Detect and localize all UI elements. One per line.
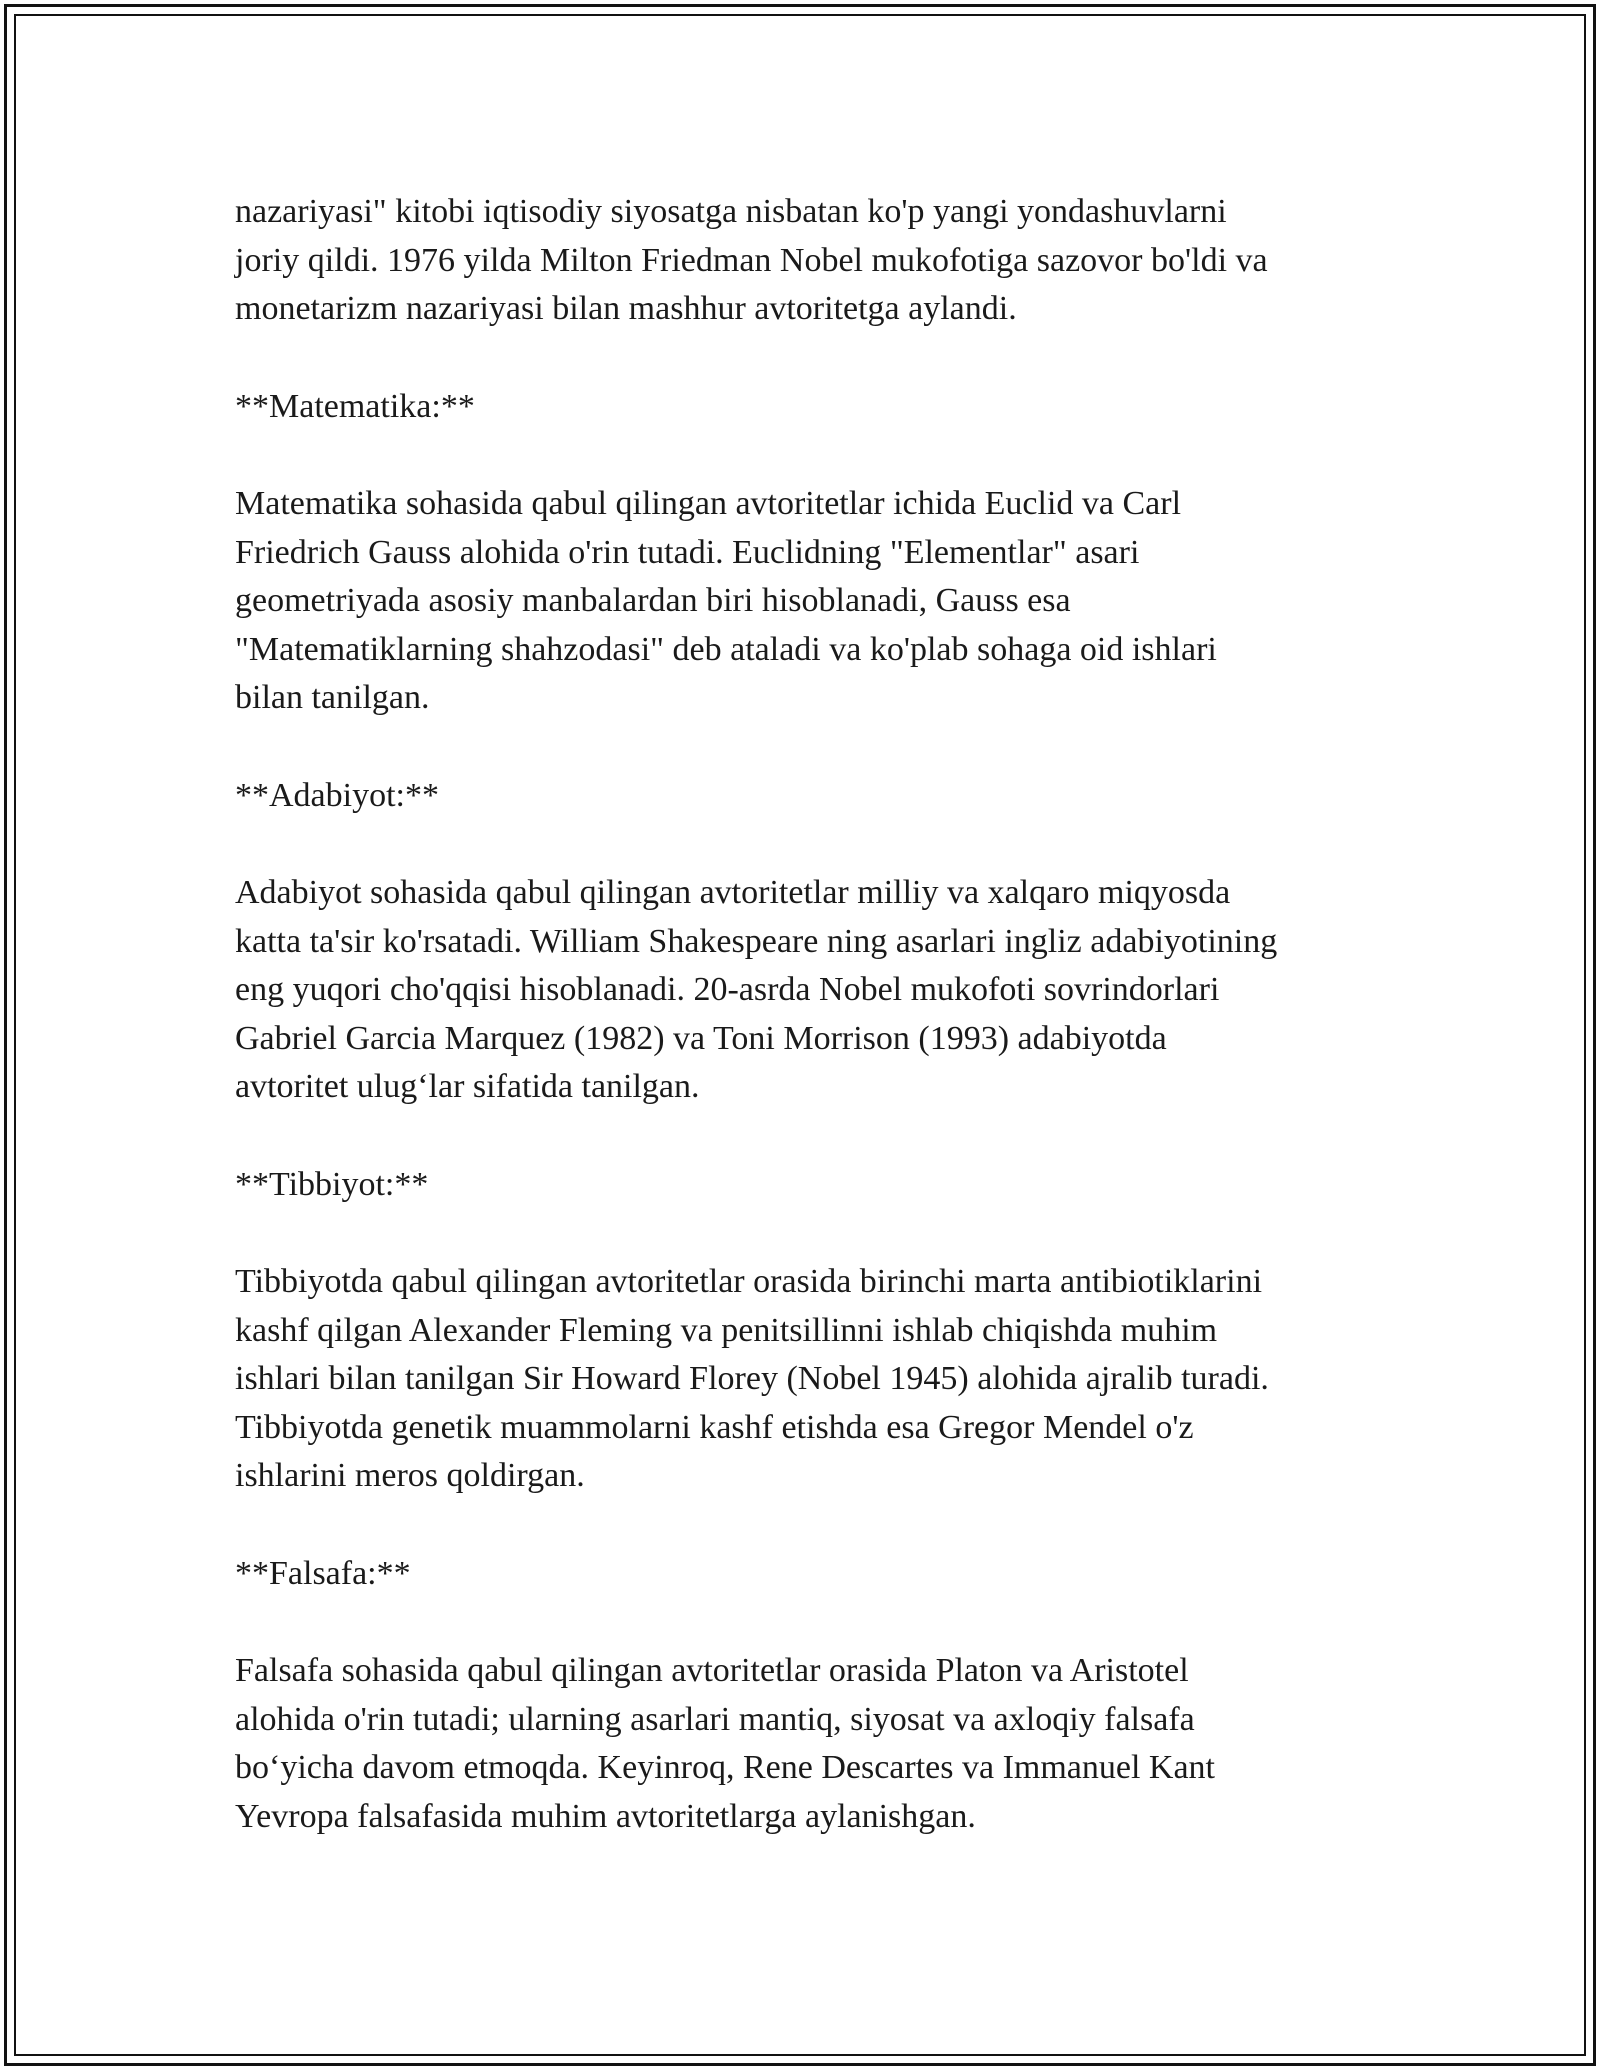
section-heading-falsafa: **Falsafa:**	[235, 1554, 411, 1592]
section-heading-tibbiyot: **Tibbiyot:**	[235, 1165, 429, 1203]
paragraph-falsafa	[235, 1647, 1395, 1841]
text-line: Gabriel Garcia Marquez (1982) va Toni Morrison (1993) adabiyotda	[235, 1019, 1167, 1057]
text-line: Yevropa falsafasida muhim avtoritetlarga aylanishgan.	[235, 1797, 976, 1835]
text-line: geometriyada asosiy manbalardan biri hisoblanadi, Gauss esa	[235, 582, 1071, 619]
section-heading-adabiyot: **Adabiyot:**	[235, 776, 439, 814]
text-line: kashf qilgan Alexander Fleming va penitsillinni ishlab chiqishda muhim	[235, 1311, 1218, 1349]
text-line: Tibbiyotda genetik muammolarni kashf etishda esa Gregor Mendel o'z	[235, 1408, 1194, 1446]
text-line: ishlarini meros qoldirgan.	[235, 1457, 585, 1494]
document-body	[235, 188, 1395, 1890]
text-line: bilan tanilgan.	[235, 679, 430, 716]
text-line: Falsafa sohasida qabul qilingan avtoritetlar orasida Platon va Aristotel	[235, 1652, 1189, 1689]
text-line: bo‘yicha davom etmoqda. Keyinroq, Rene Descartes va Immanuel Kant	[235, 1749, 1216, 1786]
text-line: Adabiyot sohasida qabul qilingan avtoritetlar milliy va xalqaro miqyosda	[235, 874, 1231, 911]
text-line: eng yuqori cho'qqisi hisoblanadi. 20-asrda Nobel mukofoti sovrindorlari	[235, 971, 1220, 1008]
text-line: nazariyasi" kitobi iqtisodiy siyosatga nisbatan ko'p yangi yondashuvlarni	[235, 193, 1227, 230]
text-line: "Matematiklarning shahzodasi" deb ataladi va ko'plab sohaga oid ishlari	[235, 630, 1217, 668]
paragraph-matematika	[235, 480, 1395, 723]
paragraph-monetarism	[235, 188, 1395, 334]
text-line: avtoritet ulug‘lar sifatida tanilgan.	[235, 1068, 700, 1105]
section-heading-matematika: **Matematika:**	[235, 387, 475, 425]
text-line: joriy qildi. 1976 yilda Milton Friedman Nobel mukofotiga sazovor bo'ldi va	[235, 241, 1268, 279]
text-line: Matematika sohasida qabul qilingan avtoritetlar ichida Euclid va Carl	[235, 485, 1182, 522]
text-line: ishlari bilan tanilgan Sir Howard Florey (Nobel 1945) alohida ajralib turadi.	[235, 1360, 1269, 1397]
paragraph-adabiyot	[235, 869, 1395, 1112]
text-line: monetarizm nazariyasi bilan mashhur avtoritetga aylandi.	[235, 290, 1017, 327]
text-line: Tibbiyotda qabul qilingan avtoritetlar orasida birinchi marta antibiotiklarini	[235, 1263, 1263, 1300]
text-line: alohida o'rin tutadi; ularning asarlari mantiq, siyosat va axloqiy falsafa	[235, 1700, 1195, 1738]
text-line: katta ta'sir ko'rsatadi. William Shakespeare ning asarlari ingliz adabiyotining	[235, 922, 1278, 960]
text-line: Friedrich Gauss alohida o'rin tutadi. Euclidning "Elementlar" asari	[235, 533, 1140, 571]
paragraph-tibbiyot	[235, 1258, 1395, 1501]
